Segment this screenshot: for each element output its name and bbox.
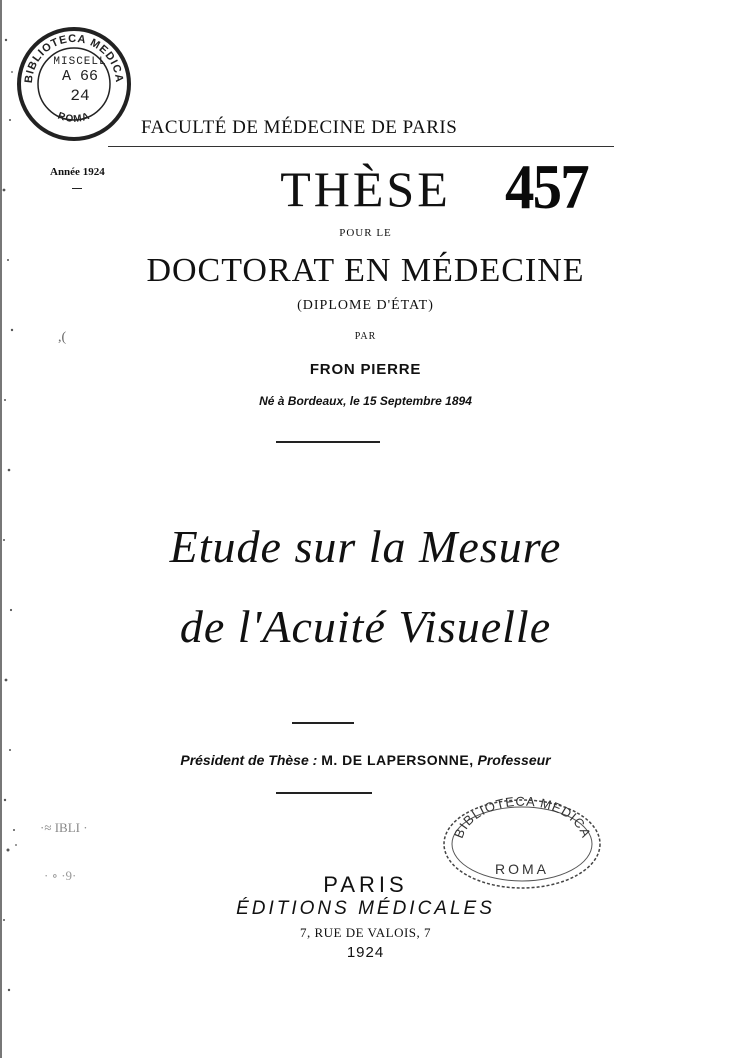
doctorat-heading: DOCTORAT EN MÉDECINE xyxy=(146,252,585,289)
divider-3 xyxy=(276,792,372,794)
faded-mark: ·≈ IBLI · xyxy=(40,820,88,835)
thesis-title-line1: Etude sur la Mesure xyxy=(169,521,562,572)
president-line xyxy=(0,752,731,768)
stamp-top-ring-bottom: ROMA xyxy=(56,110,92,126)
svg-text:ROMA xyxy=(56,111,92,125)
publisher-address: 7, RUE DE VALOIS, 7 xyxy=(299,925,432,940)
author-birth: Né à Bordeaux, le 15 Septembre 1894 xyxy=(259,394,472,408)
publisher-name: ÉDITIONS MÉDICALES xyxy=(236,898,495,919)
president-role: Professeur xyxy=(477,752,551,768)
annee-label: Année 1924 xyxy=(50,166,105,178)
divider-2 xyxy=(292,722,354,724)
publisher-city: PARIS xyxy=(323,872,408,897)
par-label: PAR xyxy=(354,331,377,342)
diplome-label: (DIPLOME D'ÉTAT) xyxy=(297,298,434,313)
pour-le-label: POUR LE xyxy=(339,227,392,239)
faculty-heading: FACULTÉ DE MÉDECINE DE PARIS xyxy=(141,117,458,138)
stamp-right-ring-text: BIBLIOTECA MEDICA xyxy=(450,794,595,841)
thesis-number: 457 xyxy=(505,151,588,222)
thesis-title-line2: de l'Acuité Visuelle xyxy=(179,601,552,652)
stamp-top-ring-text: BIBLIOTECA MEDICA xyxy=(22,32,126,84)
faded-mark-2: · ∘ ·9· xyxy=(44,868,77,883)
president-name: M. DE LAPERSONNE, xyxy=(321,752,474,768)
publication-year: 1924 xyxy=(346,944,385,961)
stamp-right-bottom-text: ROMA xyxy=(495,861,549,877)
header-rule xyxy=(108,146,614,147)
president-label: Président de Thèse : xyxy=(180,752,318,768)
stamp-top-shelfmark xyxy=(45,56,115,105)
margin-mark: ,( xyxy=(58,330,67,345)
svg-text:BIBLIOTECA MEDICA xyxy=(451,794,594,840)
stamp-top-line3: 24 xyxy=(70,87,90,105)
author-name: FRON PIERRE xyxy=(309,361,422,378)
stamp-top-line1: MISCELL xyxy=(53,56,107,68)
divider-1 xyxy=(276,441,380,443)
stamp-top-line2: A 66 xyxy=(61,68,98,85)
these-title: THÈSE xyxy=(280,161,451,217)
